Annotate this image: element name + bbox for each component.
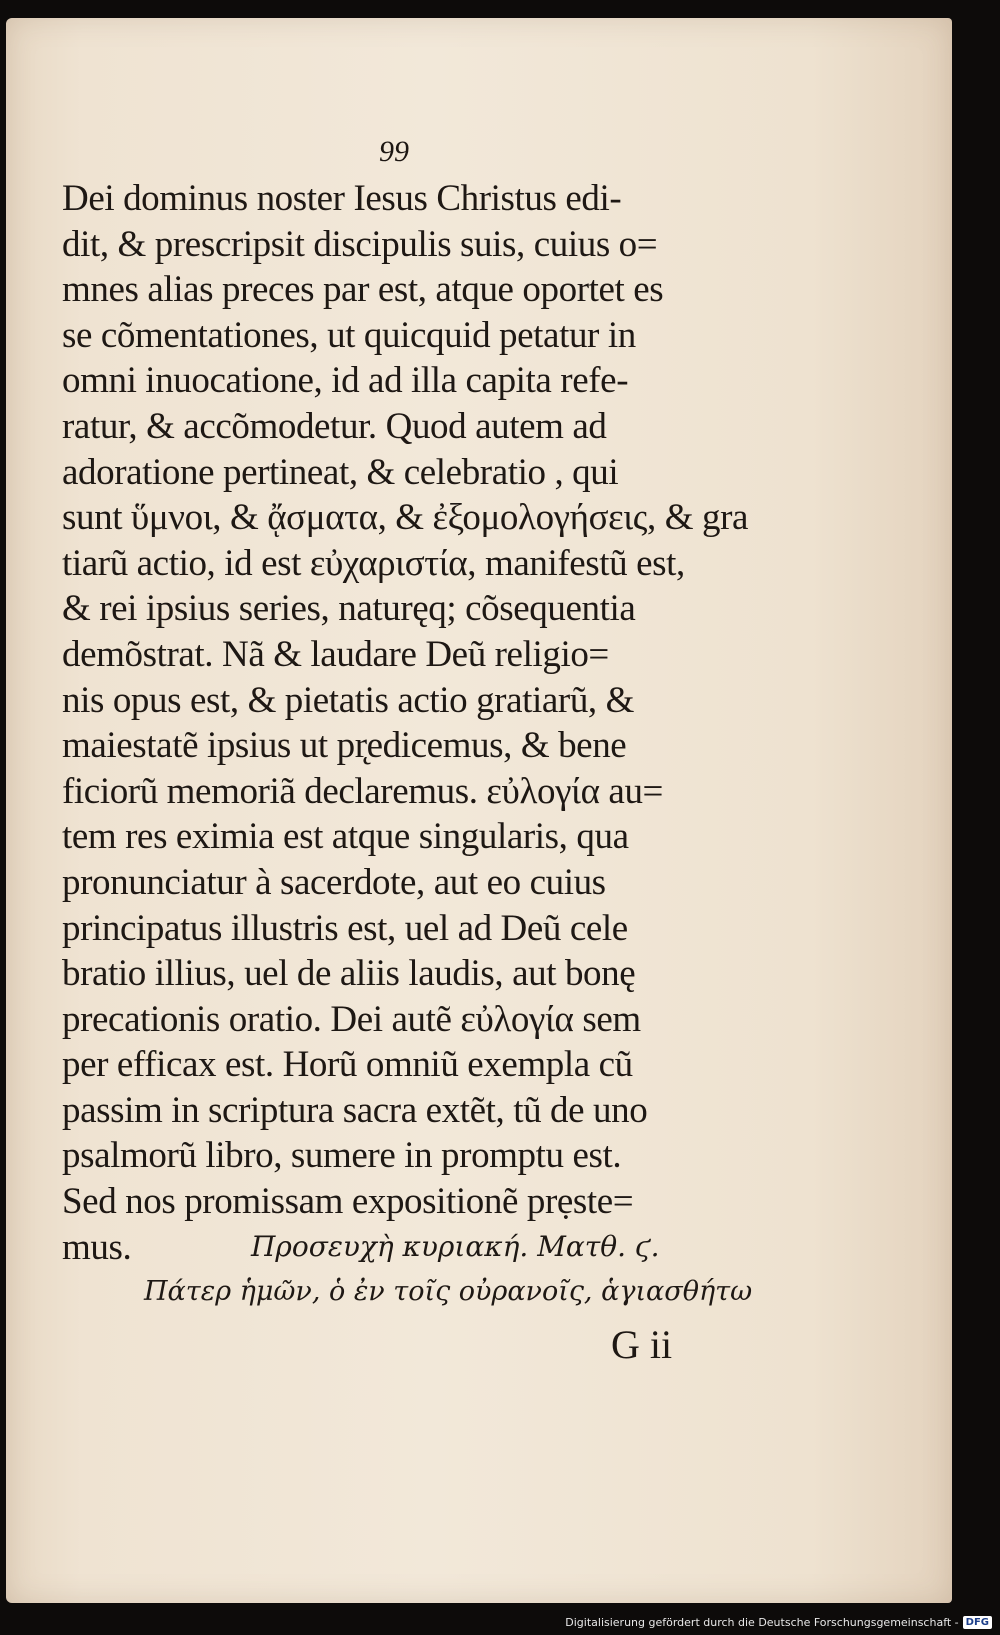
text-line: bratio illius, uel de aliis laudis, aut bonę [62, 953, 636, 995]
text-line: tiarũ actio, id est εὐχαριστία, manifestũ est, [62, 542, 685, 584]
text-line: mus. [62, 1226, 132, 1268]
text-line: maiestatẽ ipsius ut pr̨edicemus, & bene [62, 725, 627, 767]
text-line: Dei dominus noster Iesus Christus edi- [62, 178, 622, 219]
text-line: mnes alias preces par est, atque oportet es [62, 269, 664, 311]
text-line: tem res eximia est atque singularis, qua [62, 816, 629, 858]
page-number: 99 [379, 135, 409, 168]
text-line: & rei ipsius series, naturęq; cõsequentia [62, 588, 636, 630]
text-line: psalmorũ libro, sumere in promptu est. [62, 1135, 622, 1177]
text-line: passim in scriptura sacra extẽt, tũ de uno [62, 1089, 648, 1131]
signature-mark: G ii [611, 1322, 673, 1367]
text-line: ficiorũ memoriã declaremus. εὐλογία au= [62, 770, 664, 812]
text-line: Sed nos promissam expositionẽ prẹste= [62, 1181, 634, 1223]
greek-verse: Πάτερ ἡμῶν, ὁ ἐν τοῖς οὐρανοῖς, ἁγιασθήτω [144, 1276, 753, 1307]
text-line: pronunciatur à sacerdote, aut eo cuius [62, 861, 606, 903]
footer-credit: Digitalisierung gefördert durch die Deutsche Forschungsgemeinschaft - [565, 1616, 959, 1629]
digitization-footer [565, 1616, 992, 1629]
text-line: adoratione pertineat, & celebratio , qui [62, 451, 619, 493]
text-line: per efficax est. Horũ omniũ exempla cũ [62, 1044, 633, 1086]
text-line: principatus illustris est, uel ad Deũ cele [62, 907, 628, 949]
greek-heading: Προσευχὴ κυριακή. Ματθ. ϛ. [251, 1230, 660, 1263]
text-line: nis opus est, & pietatis actio gratiarũ, & [62, 679, 635, 721]
body-text [62, 176, 762, 1270]
dfg-logo-icon: DFG [963, 1616, 992, 1629]
text-line: sunt ὕμνοι, & ᾄσματα, & ἐξομολογήσεις, & gra [62, 497, 749, 539]
text-line: se cõmentationes, ut quicquid petatur in [62, 314, 636, 356]
text-line: omni inuocatione, id ad illa capita refe- [62, 360, 629, 402]
book-page [6, 18, 952, 1603]
text-line: demõstrat. Nã & laudare Deũ religio= [62, 633, 609, 675]
text-line: dit, & prescripsit discipulis suis, cuius o= [62, 223, 658, 265]
text-line: precationis oratio. Dei autẽ εὐλογία sem [62, 998, 641, 1040]
text-line: ratur, & accõmodetur. Quod autem ad [62, 405, 607, 447]
